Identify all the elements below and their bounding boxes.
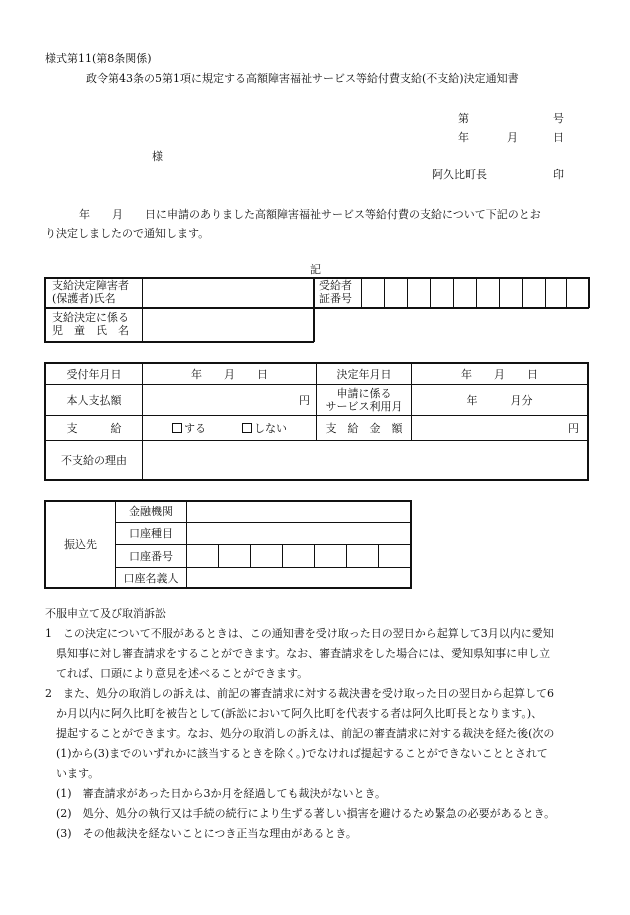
appeal-line: 2 また、処分の取消しの訴えは、前記の審査請求に対する裁決書を受け取った日の翌日から起算して6 [45,687,554,700]
appeal-line: (1)から(3)までのいずれかに該当するときを除く。)でなければ提起することができないこととされて [45,747,548,760]
date-month-label: 月 [507,131,518,144]
decision-date-label: 決定年月日 [336,367,392,381]
account-type-field[interactable] [187,523,410,544]
addressee-honorific: 様 [152,150,163,163]
account-holder-field[interactable] [187,568,410,588]
applicant-name-field[interactable] [143,278,313,307]
appeal-line: (2) 処分、処分の執行又は手続の続行により生ずる著しい損害を避けるため緊急の必要があるとき。 [45,807,556,820]
yen-unit: 円 [568,421,579,435]
service-month-field[interactable]: 年 月分 [466,393,533,407]
decision-date-field[interactable]: 年 月 日 [461,367,538,381]
issuer-name: 阿久比町長 [432,168,487,181]
non-payment-reason-field[interactable] [143,441,587,479]
account-number-label: 口座番号 [129,549,173,563]
payment-amount-field[interactable] [412,416,587,440]
account-type-label: 口座種目 [129,527,173,540]
certificate-number-field[interactable] [362,278,588,307]
date-day-label: 日 [553,131,564,144]
intro-line-2: り決定しましたので通知します。 [45,227,210,240]
received-date-label: 受付年月日 [66,367,122,381]
appeal-line: 提起することができます。なお、処分の取消しの訴えは、前記の審査請求に対する裁決を経た後(次の [45,727,555,740]
account-holder-label: 口座名義人 [123,571,179,585]
ki-mark: 記 [310,263,321,276]
appeal-line: てれば、口頭により意見を述べることができます。 [45,667,309,680]
bank-label: 金融機関 [129,505,173,518]
received-date-field[interactable]: 年 月 日 [191,367,268,381]
child-name-field[interactable] [143,308,313,341]
appeal-line: 県知事に対し審査請求をすることができます。なお、審査請求をした場合には、愛知県知事に申し立 [45,647,551,660]
bank-field[interactable] [187,501,410,522]
service-month-label: 申請に係る サービス利用月 [325,387,403,413]
appeal-line: (1) 審査請求があった日から3か月を経過しても裁決がないとき。 [45,787,387,800]
appeal-line: (3) その他裁決を経ないことにつき正当な理由があるとき。 [45,827,357,840]
intro-line-1: 年 月 日に申請のありました高額障害福祉サービス等給付費の支給について下記のとお [79,208,541,221]
appeal-heading: 不服申立て及び取消訴訟 [45,607,166,620]
checkbox-square-icon[interactable] [242,423,252,433]
payment-amount-label: 支 給 金 額 [325,421,403,435]
non-payment-reason-label: 不支給の理由 [61,453,127,467]
certificate-number-label: 受給者 証番号 [319,279,352,305]
appeal-line: います。 [45,767,100,780]
number-prefix: 第 [458,112,469,125]
appeal-line: か月以内に阿久比町を被告として(訴訟において阿久比町を代表する者は阿久比町長となります。)、 [45,707,543,720]
payment-no-checkbox[interactable]: しない [242,416,314,440]
yen-unit: 円 [299,393,310,407]
self-payment-label: 本人支払額 [66,393,122,407]
date-year-label: 年 [458,131,469,144]
payment-yes-checkbox[interactable]: する [172,416,232,440]
number-suffix: 号 [553,112,564,125]
applicant-name-label: 支給決定障害者 (保護者)氏名 [52,279,129,305]
transfer-label: 振込先 [64,538,97,551]
child-name-label: 支給決定に係る 児 童 氏 名 [52,311,129,337]
seal-mark: 印 [553,168,564,181]
checkbox-square-icon[interactable] [172,423,182,433]
document-title: 政令第43条の5第1項に規定する高額障害福祉サービス等給付費支給(不支給)決定通知書 [86,72,519,85]
self-payment-field[interactable] [143,385,316,415]
account-number-field[interactable] [187,545,410,567]
appeal-line: 1 この決定について不服があるときは、この通知書を受け取った日の翌日から起算して3月以内に愛知 [45,627,554,640]
form-number: 様式第11(第8条関係) [45,52,152,65]
payment-label: 支 給 [66,421,122,435]
